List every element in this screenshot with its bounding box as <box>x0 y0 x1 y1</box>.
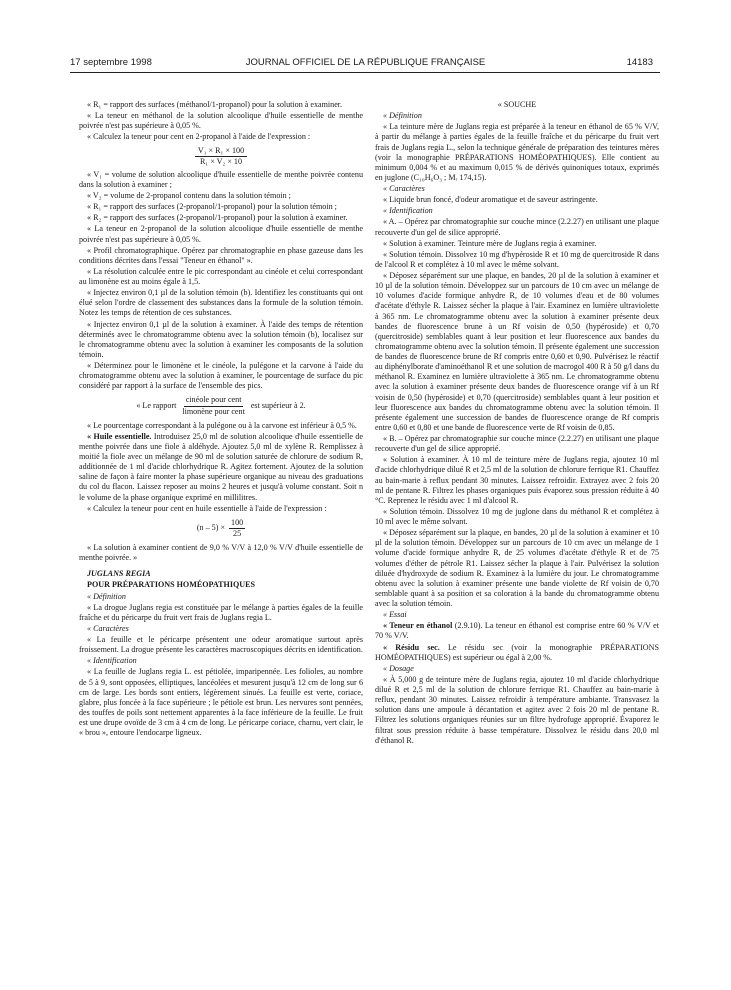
paragraph: « À 5,000 g de teinture mère de Juglans regia, ajoutez 10 ml d'acide chlorhydrique dilué R et 2,5 ml de la solution de chlorure ferrique R1. Chauffez au bain-marie à reflux, pendant 30 minutes. Laissez refroidir à température ambiante. Transvasez la solution dans une ampoule à décantation et agitez avec 2 fois 20 ml de pentane R. Filtrez les solutions organiques réunies sur un filtre hydrofuge approprié. Évaporez le filtrat sous pression réduite à basse température. Dissolvez le résidu dans 20,0 ml d'éthanol R. <box>375 674 659 745</box>
paragraph-text: Introduisez 25,0 ml de solution alcoolique d'huile essentielle de menthe poivrée dans une fiole à aldéhyde. Ajoutez 5,0 ml de xylène R. Remplissez à moitié la fiole avec un mélange de 90 ml de solution saturée de chlorure de sodium R, additionnée de 1 ml d'acide chlorhydrique R. Agitez fortement. Ajoutez de la solution saline de façon à faire monter la phase supérieure organique au niveau des graduations du col du flacon. Laissez reposer au moins 2 heures et jusqu'à volume constant. Soit n le volume de la phase organique exprimé en millilitres. <box>79 431 363 502</box>
paragraph: « Déposez séparément sur la plaque, en bandes, 20 µl de la solution à examiner et 10 µl de la solution témoin. Développez sur un parcours de 10 cm avec un mélange de 1 volume d'acide formique anhydre R, de 25 volumes d'acétate d'éthyle R et de 75 volumes d'éther de pétrole R1. Laissez sécher la plaque à l'air. Pulvérisez la solution diluée d'hydroxyde de sodium R. Examinez à la lumière du jour. Le chromatogramme obtenu avec la solution à examiner présente une bande violette de Rf voisin de 0,70 semblable quant à sa position et sa coloration à la bande du chromatogramme obtenu avec la solution témoin. <box>375 528 659 608</box>
formula-2-propanol <box>79 146 363 167</box>
formula-lead: « Le rapport <box>136 400 177 410</box>
bold-lead: « Huile essentielle. <box>87 431 152 441</box>
formula-numerator: 100 <box>229 518 245 529</box>
paragraph: « Solution témoin. Dissolvez 10 mg d'hypéroside R et 10 mg de quercitroside R dans de l'alcool R et complétez à 10 ml avec le même solvant. <box>375 249 659 269</box>
left-column <box>79 100 363 739</box>
paragraph: « Injectez environ 0,1 µl de la solution témoin (b). Identifiez les constituants qui ont élué selon l'ordre de classement des substances dans la formule de la solution témoin. Notez les temps de rétention de ces substances. <box>79 288 363 318</box>
paragraph: « V₂ = volume de 2-propanol contenu dans la solution témoin ; <box>87 191 291 200</box>
paragraph: « Déposez séparément sur une plaque, en bandes, 20 µl de la solution à examiner et 10 µl de la solution témoin. Développez sur un parcours de 10 cm avec un mélange de 10 volumes d'acide formique anhydre R, de 10 volumes d'eau et de 80 volumes d'acétate d'éthyle R. Laissez sécher la plaque à l'air. Examinez en lumière ultraviolette à 365 nm. Le chromatogramme obtenu avec la solution à examiner présente deux bandes de fluorescence brune à un Rf voisin de 0,50 (hypéroside) et 0,70 (quercitroside) semblables quant à leur position et leur fluorescence aux bandes du chromatogramme obtenu avec la solution témoin. Il présente également une succession de bandes de fluorescence brune de Rf compris entre 0,60 et 0,90. Pulvérisez le réactif au diphénylborate d'aminoéthanol R et une solution de macrogol 400 R à 50 g/l dans du méthanol R. Examinez en lumière ultraviolette à 365 nm. Le chromatogramme obtenu avec la solution à examiner présente deux bandes de fluorescence orange vif à un Rf voisin de 0,50 (hypéroside) et 0,70 (quercitroside) semblables quant à leur position et leur fluorescence aux bandes du chromatogramme obtenu avec la solution témoin. Il présente également une succession de bandes de fluorescence orange de Rf compris entre 0,60 et 0,80 et une bande de fluorescence verte de Rf voisin de 0,85. <box>375 271 660 432</box>
bold-lead: « Teneur en éthanol <box>383 621 453 631</box>
section-heading: « Définition <box>383 111 422 121</box>
paragraph: « Liquide brun foncé, d'odeur aromatique et de saveur astringente. <box>383 195 598 205</box>
paragraph: « R₂ = rapport des surfaces (2-propanol/1-propanol) pour la solution à examiner. <box>87 213 348 223</box>
paragraph: « Le pourcentage correspondant à la pulégone ou à la carvone est inférieur à 0,5 %. <box>87 420 357 430</box>
formula-numerator: V₁ × R₁ × 100 <box>195 146 247 157</box>
paragraph: « Solution témoin. Dissolvez 10 mg de juglone dans du méthanol R et complétez à 10 ml avec le même solvant. <box>375 506 659 526</box>
header-page-number: 14183 <box>626 57 653 68</box>
section-heading: « Caractères <box>383 184 425 193</box>
formula-ratio <box>79 395 363 416</box>
header-rule <box>70 72 660 73</box>
paragraph: « A. – Opérez par chromatographie sur couche mince (2.2.27) en utilisant une plaque recouverte d'un gel de silice approprié. <box>375 217 659 237</box>
section-heading: « Caractères <box>87 623 129 633</box>
formula-denominator: R₁ × V₂ × 10 <box>199 156 243 166</box>
formula-lead: (n – 5) × <box>196 523 226 533</box>
paragraph: « R₁ = rapport des surfaces (méthanol/1-propanol) pour la solution à examiner. <box>87 100 343 109</box>
paragraph: « La teinture mère de Juglans regia est préparée à la teneur en éthanol de 65 % V/V, à partir du mélange à parties égales de la feuille fraîche et du péricarpe du fruit vert frais de Juglans regia L., selon la technique générale de préparation des teintures mères (voir la monographie PRÉPARATIONS HOMÉOPATHIQUES). Elle contient au minimum 0,004 % et au maximum 0,015 % de dérivés quinoniques totaux, exprimés en juglone (C₁₀H₆O₃ ; Mᵣ 174,15). <box>375 122 659 182</box>
right-column <box>375 100 659 747</box>
paragraph-text: Le résidu sec (voir la monographie PRÉPARATIONS HOMÉOPATHIQUES) est supérieur ou égal à 2,00 %. <box>375 642 659 662</box>
paragraph: « B. – Opérez par chromatographie sur couche mince (2.2.27) en utilisant une plaque recouverte d'un gel de silice approprié. <box>375 434 659 454</box>
formula-denominator: 25 <box>233 528 242 538</box>
section-heading: « Identification <box>87 656 137 666</box>
paragraph: « La résolution calculée entre le pic correspondant au cinéole et celui correspondant au limonène est au moins égale à 1,5. <box>79 266 363 286</box>
formula-essential-oil <box>79 518 363 539</box>
monograph-subtitle: POUR PRÉPARATIONS HOMÉOPATHIQUES <box>87 580 256 590</box>
paragraph: « Solution à examiner. À 10 ml de teinture mère de Juglans regia, ajoutez 10 ml d'acide chlorhydrique dilué R et 2,5 ml de la solution de chlorure ferrique R1. Chauffez au bain-marie à reflux pendant 30 minutes. Laissez refroidir. Extrayez avec 2 fois 20 ml de pentane R. Filtrez les phases organiques puis évaporez sous pression réduite à 40 °C. Reprenez le résidu avec 1 ml d'alcool R. <box>375 455 659 505</box>
paragraph: « Calculez la teneur pour cent en huile essentielle à l'aide de l'expression : <box>87 503 327 513</box>
paragraph <box>79 432 363 503</box>
section-heading: « Essai <box>383 610 407 620</box>
paragraph: « La drogue Juglans regia est constituée par le mélange à parties égales de la feuille fraîche et du péricarpe du fruit vert frais de Juglans regia L. <box>79 602 363 622</box>
paragraph: « La teneur en 2-propanol de la solution alcoolique d'huile essentielle de menthe poivrée n'est pas supérieure à 0,05 %. <box>79 224 363 244</box>
paragraph: « R₁ = rapport des surfaces (2-propanol/1-propanol) pour la solution témoin ; <box>87 202 337 212</box>
paragraph <box>375 643 659 663</box>
bold-lead: « Résidu sec. <box>383 642 440 652</box>
paragraph-text: (2.9.10). La teneur en éthanol est comprise entre 60 % V/V et 70 % V/V. <box>375 621 659 641</box>
paragraph: « La feuille et le péricarpe présentent une odeur aromatique surtout après froissement. La drogue présente les caractères macroscopiques décrits en identification. <box>79 635 363 655</box>
section-title: « SOUCHE <box>497 100 537 109</box>
paragraph: « Injectez environ 0,1 µl de la solution à examiner. À l'aide des temps de rétention déterminés avec le chromatogramme obtenu avec la solution témoin (b), localisez sur le chromatogramme obtenu avec la solution à examiner les composants de la solution témoin. <box>79 319 363 359</box>
header-date: 17 septembre 1998 <box>70 57 152 68</box>
paragraph: « Solution à examiner. Teinture mère de Juglans regia à examiner. <box>383 238 597 248</box>
section-heading: « Dosage <box>383 663 414 673</box>
header-journal-title: JOURNAL OFFICIEL DE LA RÉPUBLIQUE FRANÇAISE <box>245 57 486 68</box>
paragraph: « V₁ = volume de solution alcoolique d'huile essentielle de menthe poivrée contenu dans la solution à examiner ; <box>79 169 363 189</box>
paragraph: « Profil chromatographique. Opérez par chromatographie en phase gazeuse dans les conditions décrites dans l'essai "Teneur en éthanol" ». <box>79 245 363 265</box>
paragraph: « La teneur en méthanol de la solution alcoolique d'huile essentielle de menthe poivrée n'est pas supérieure à 0,05 %. <box>79 111 363 131</box>
section-heading: « Identification <box>383 206 433 216</box>
monograph-title: JUGLANS REGIA <box>87 569 151 579</box>
formula-denominator: limonène pour cent <box>182 406 245 416</box>
section-heading: « Définition <box>87 591 126 601</box>
paragraph: « La solution à examiner contient de 9,0 % V/V à 12,0 % V/V d'huile essentielle de menthe poivrée. » <box>79 543 363 563</box>
paragraph: « Calculez la teneur pour cent en 2-propanol à l'aide de l'expression : <box>87 132 311 142</box>
paragraph <box>375 621 659 641</box>
paragraph: « Déterminez pour le limonène et le cinéole, la pulégone et la carvone à l'aide du chromatogramme obtenu avec la solution à examiner, le pourcentage de surface du pic considéré par rapport à la surface de l'ensemble des pics. <box>79 361 363 391</box>
formula-tail: est supérieur à 2. <box>250 400 306 410</box>
paragraph: « La feuille de Juglans regia L. est pétiolée, imparipennée. Les folioles, au nombre de 5 à 9, sont opposées, elliptiques, lancéolées et mesurent jusqu'à 12 cm de long sur 6 cm de large. Les bords sont entiers, légèrement sinués. La feuille est verte, coriace, glabre, plus foncée à la face supérieure ; le pétiole est brun. Les nervures sont pennées, des touffes de poils sont nettement apparentes à la face inférieure de la feuille. Le fruit est une drupe ovoïde de 3 cm à 4 cm de long. Le péricarpe coriace, charnu, vert clair, le « brou », entoure l'endocarpe ligneux. <box>79 667 363 738</box>
formula-numerator: cinéole pour cent <box>184 395 244 406</box>
